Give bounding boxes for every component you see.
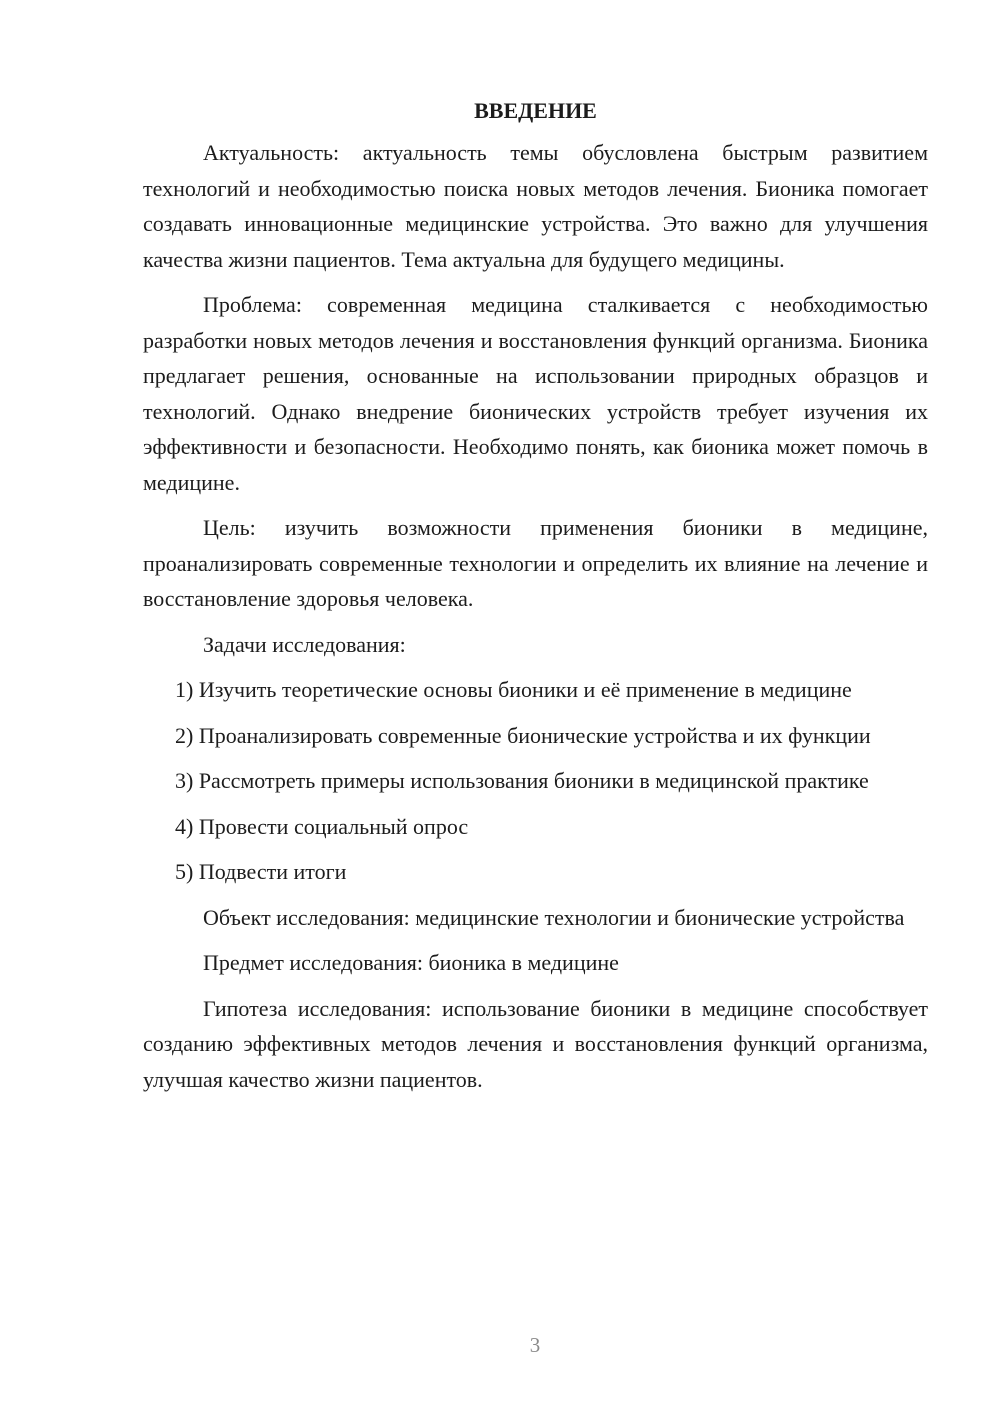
task-item: 2) Проанализировать современные бионические устройства и их функции	[175, 722, 871, 748]
tasks-intro: Задачи исследования:	[203, 631, 406, 657]
task-item: 4) Провести социальный опрос	[175, 813, 469, 839]
object-paragraph: Объект исследования: медицинские технологии и бионические устройства	[203, 904, 905, 930]
page-number: 3	[529, 1333, 541, 1357]
relevance-paragraph: Актуальность: актуальность темы обусловлена быстрым развитием технологий и необходимостью поиска новых методов лечения. Бионика помогает создавать инновационные медицинские устройства. Это важно для улучшения качества жизни пациентов. Тема актуальна для будущего медицины.	[143, 140, 928, 272]
page-content	[143, 95, 928, 1107]
hypothesis-paragraph: Гипотеза исследования: использование бионики в медицине способствует созданию эффективных методов лечения и восстановления функций организма, улучшая качество жизни пациентов.	[143, 995, 928, 1092]
section-heading: ВВЕДЕНИЕ	[474, 98, 597, 123]
problem-paragraph: Проблема: современная медицина сталкивается с необходимостью разработки новых методов лечения и восстановления функций организма. Бионика предлагает решения, основанные на использовании природных образцов и технологий. Однако внедрение бионических устройств требует изучения их эффективности и безопасности. Необходимо понять, как бионика может помочь в медицине.	[143, 292, 928, 495]
task-item: 3) Рассмотреть примеры использования бионики в медицинской практике	[175, 768, 869, 793]
goal-paragraph: Цель: изучить возможности применения бионики в медицине, проанализировать современные технологии и определить их влияние на лечение и восстановление здоровья человека.	[143, 515, 928, 611]
subject-paragraph: Предмет исследования: бионика в медицине	[203, 950, 619, 975]
task-item: 1) Изучить теоретические основы бионики и её применение в медицине	[175, 677, 852, 702]
tasks-list	[143, 672, 928, 890]
task-item: 5) Подвести итоги	[175, 859, 347, 884]
